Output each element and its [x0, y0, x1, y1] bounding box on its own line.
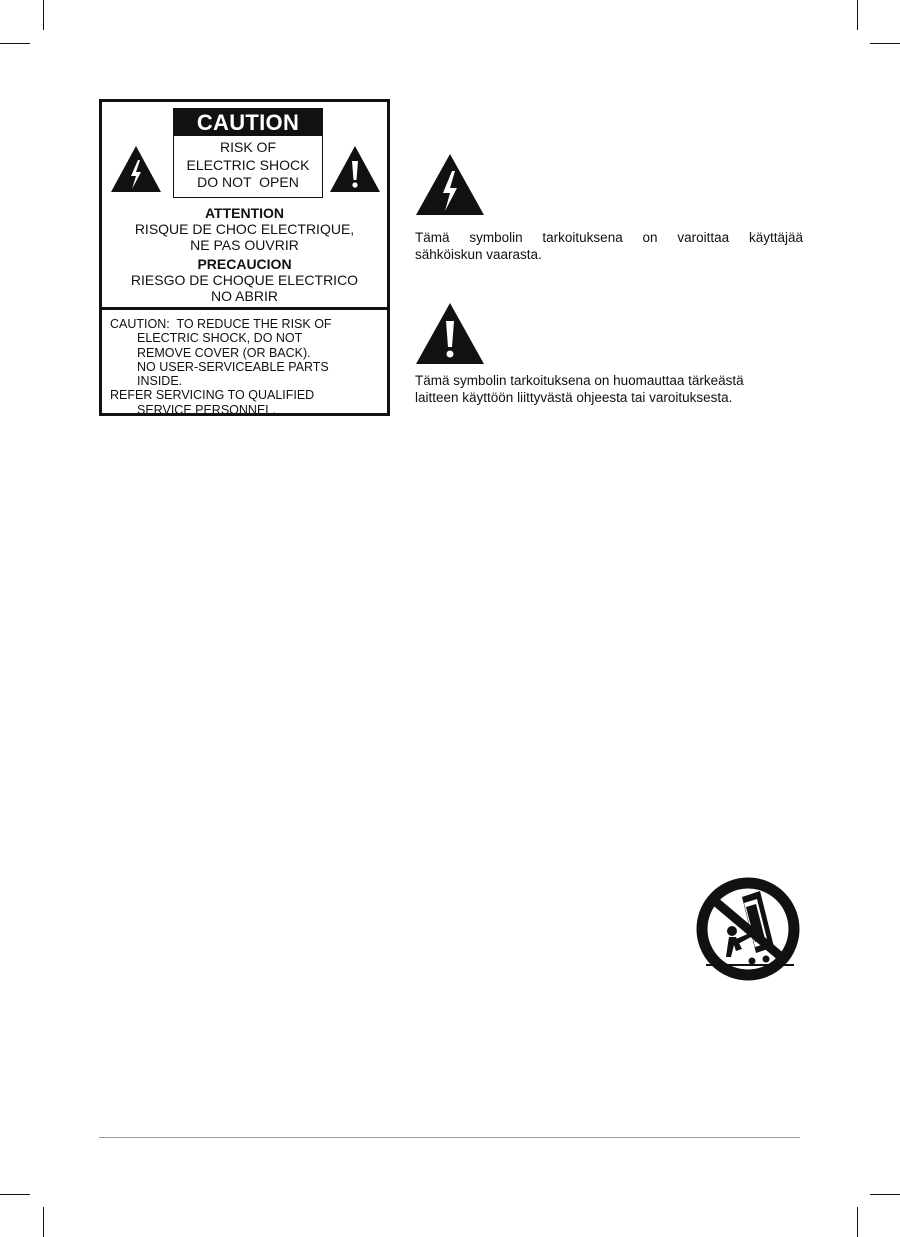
warning-line: INSIDE. [137, 374, 183, 389]
warning-line: CAUTION: TO REDUCE THE RISK OF [110, 317, 332, 331]
crop-mark [0, 1194, 30, 1195]
lightning-triangle-icon [110, 145, 162, 193]
crop-mark [870, 1194, 900, 1195]
lightning-triangle-icon [415, 153, 485, 216]
spanish-warning [102, 256, 387, 304]
crop-mark [857, 0, 858, 30]
spanish-title: PRECAUCION [197, 256, 292, 272]
caution-warning-text [102, 310, 387, 417]
description-line: Tämä symbolin tarkoituksena on huomauttaa tärkeästä [415, 373, 744, 388]
caution-box-line: ELECTRIC SHOCK [186, 156, 310, 173]
description-line: sähköiskun vaarasta. [415, 246, 542, 262]
warning-line: REFER SERVICING TO QUALIFIED [110, 388, 315, 403]
crop-mark [43, 0, 44, 30]
lightning-symbol-description [415, 230, 803, 263]
french-line: RISQUE DE CHOC ELECTRIQUE, [134, 221, 355, 237]
exclamation-triangle-icon [329, 145, 381, 193]
caution-box-line: RISK OF [219, 139, 276, 155]
spanish-line: RIESGO DE CHOQUE ELECTRICO [130, 272, 359, 288]
warning-line: ELECTRIC SHOCK, DO NOT [137, 331, 303, 346]
caution-box [173, 108, 323, 198]
exclamation-symbol-description [415, 373, 803, 406]
spanish-line: NO ABRIR [211, 288, 278, 304]
description-line: laitteen käyttöön liittyvästä ohjeesta tai varoituksesta. [415, 389, 733, 405]
caution-label-top [102, 102, 387, 310]
description-line: Tämä symbolin tarkoituksena on varoittaa käyttäjää [415, 230, 803, 245]
crop-mark [870, 43, 900, 44]
caution-box-line: DO NOT OPEN [197, 174, 299, 190]
crop-mark [857, 1207, 858, 1237]
french-line: NE PAS OUVRIR [190, 237, 299, 253]
french-title: ATTENTION [204, 205, 285, 221]
exclamation-triangle-icon [415, 302, 485, 365]
warning-line: SERVICE PERSONNEL. [137, 402, 276, 417]
warning-line: REMOVE COVER (OR BACK). [137, 345, 311, 360]
warning-line: NO USER-SERVICEABLE PARTS [137, 359, 329, 374]
caution-header: CAUTION [174, 109, 322, 136]
crop-mark [43, 1207, 44, 1237]
caution-label [99, 99, 390, 416]
french-warning [102, 205, 387, 253]
footer-divider [99, 1137, 800, 1138]
crop-mark [0, 43, 30, 44]
cart-tip-over-warning-icon [696, 877, 800, 981]
